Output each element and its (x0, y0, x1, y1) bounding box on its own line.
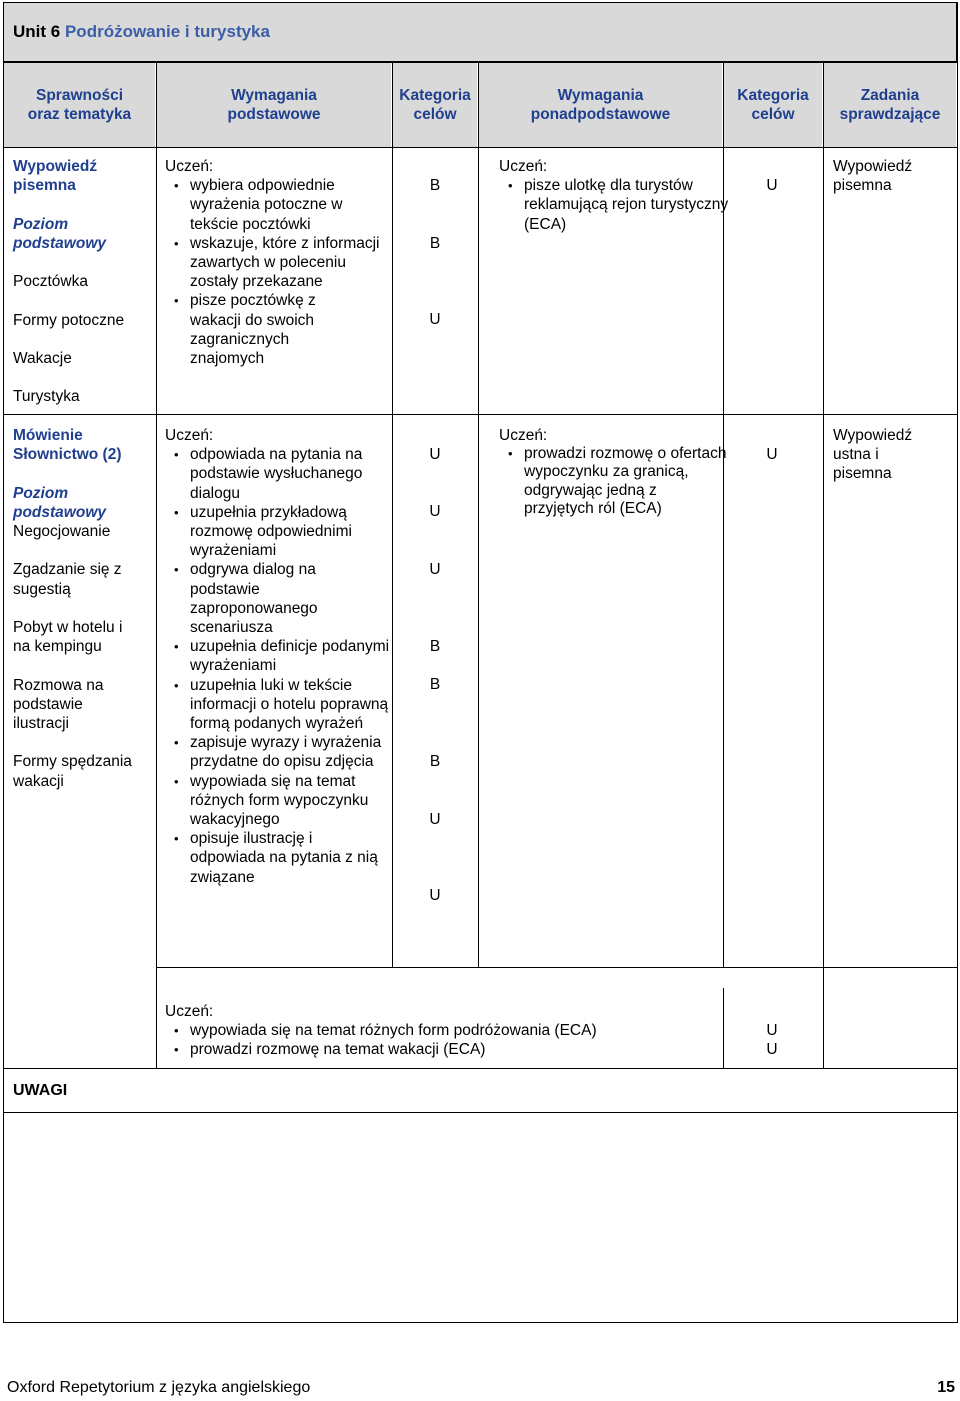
list-item: • wypowiada się na temat różnych form wypoczynku wakacyjnego (165, 772, 390, 830)
row2-topic: Zgadzanie się z sugestią (13, 561, 122, 598)
row2-basic-cell (165, 426, 390, 887)
row2-code: B (429, 676, 441, 693)
list-item: • uzupełnia przykładową rozmowę odpowiednimi wyrażeniami (165, 503, 390, 561)
row2-ext-code: U (766, 446, 778, 463)
notes-label: UWAGI (13, 1082, 68, 1099)
header-category-2: Kategoria celów (724, 63, 822, 147)
header-tasks: Zadania sprawdzające (824, 63, 956, 147)
unit-topic: Podróżowanie i turystyka (64, 22, 270, 41)
row1-code: B (429, 235, 441, 252)
list-item: • odpowiada na pytania na podstawie wysłuchanego dialogu (165, 445, 400, 503)
header-skills: Sprawności oraz tematyka (4, 63, 155, 147)
row1-task: Wypowiedź pisemna (833, 158, 913, 195)
list-item: • uzupełnia definicje podanymi wyrażeniami (165, 637, 390, 675)
row3-cell (165, 1002, 715, 1060)
row2-extended-cell (499, 426, 727, 518)
list-item: • pisze pocztówkę z wakacji do swoich zagranicznych znajomych (165, 291, 350, 368)
row3-code: U (766, 1041, 778, 1058)
list-item: • prowadzi rozmowę o ofertach wypoczynku za granicą, odgrywając jedną z przyjętych ról (ECA) (499, 445, 729, 518)
row1-skill-title: Wypowiedź pisemna (13, 158, 98, 195)
row2-ext-intro: Uczeń: (499, 427, 548, 444)
list-item: • wypowiada się na temat różnych form podróżowania (ECA) (165, 1021, 715, 1040)
row3-code: U (766, 1022, 778, 1039)
list-item: • zapisuje wyrazy i wyrażenia przydatne do opisu zdjęcia (165, 733, 390, 771)
row1-extended-cell (499, 157, 729, 234)
unit-label: Unit 6 (13, 22, 61, 41)
row1-ext-code: U (766, 177, 778, 194)
header-extended-requirements: Wymagania ponadpodstawowe (479, 63, 722, 147)
list-item: • prowadzi rozmowę na temat wakacji (ECA) (165, 1040, 715, 1059)
row1-topic: Pocztówka (13, 273, 88, 291)
row2-topic: Negocjowanie (13, 523, 111, 540)
list-item: • pisze ulotkę dla turystów reklamującą rejon turystyczny (ECA) (499, 176, 734, 234)
row1-skills-cell (13, 157, 153, 407)
row2-code: B (429, 753, 441, 770)
row2-skills-cell (13, 426, 153, 791)
list-item: • wskazuje, które z informacji zawartych w poleceniu zostały przekazane (165, 234, 380, 292)
row2-code: U (429, 503, 441, 520)
row2-code: U (429, 811, 441, 828)
row2-skill-title: Mówienie Słownictwo (2) (13, 427, 122, 464)
row1-ext-intro: Uczeń: (499, 158, 548, 175)
row1-topic: Formy potoczne (13, 311, 125, 329)
row2-task: Wypowiedź ustna i pisemna (833, 427, 913, 483)
row1-code: B (429, 177, 441, 194)
list-item: • uzupełnia luki w tekście informacji o hotelu poprawną formą podanych wyrażeń (165, 676, 390, 734)
list-item: • wybiera odpowiednie wyrażenia potoczne w tekście pocztówki (165, 176, 380, 234)
row1-level: Poziom podstawowy (13, 215, 107, 252)
list-item: • odgrywa dialog na podstawie zaproponowanego scenariusza (165, 560, 365, 637)
row1-code: U (429, 311, 441, 328)
row3-intro: Uczeń: (165, 1003, 214, 1020)
row2-topic: Formy spędzania wakacji (13, 753, 132, 790)
row2-code: B (429, 638, 441, 655)
row2-code: U (429, 446, 441, 463)
row2-code: U (429, 887, 441, 904)
row2-topic: Rozmowa na podstawie ilustracji (13, 676, 104, 732)
header-basic-requirements: Wymagania podstawowe (157, 63, 391, 147)
row2-level: Poziom podstawowy (13, 484, 107, 521)
row1-basic-intro: Uczeń: (165, 158, 214, 175)
row1-basic-cell (165, 157, 380, 368)
footer-publication: Oxford Repetytorium z języka angielskiego (7, 1379, 311, 1396)
page-number: 15 (937, 1379, 955, 1396)
row2-topic: Pobyt w hotelu i na kempingu (13, 618, 123, 656)
unit-title-bar (3, 2, 957, 62)
row2-code: U (429, 561, 441, 578)
row2-basic-intro: Uczeń: (165, 427, 214, 444)
list-item: • opisuje ilustrację i odpowiada na pytania z nią związane (165, 829, 390, 887)
row1-topic: Wakacje (13, 349, 72, 367)
header-category-1: Kategoria celów (393, 63, 477, 147)
row1-topic: Turystyka (13, 388, 80, 406)
